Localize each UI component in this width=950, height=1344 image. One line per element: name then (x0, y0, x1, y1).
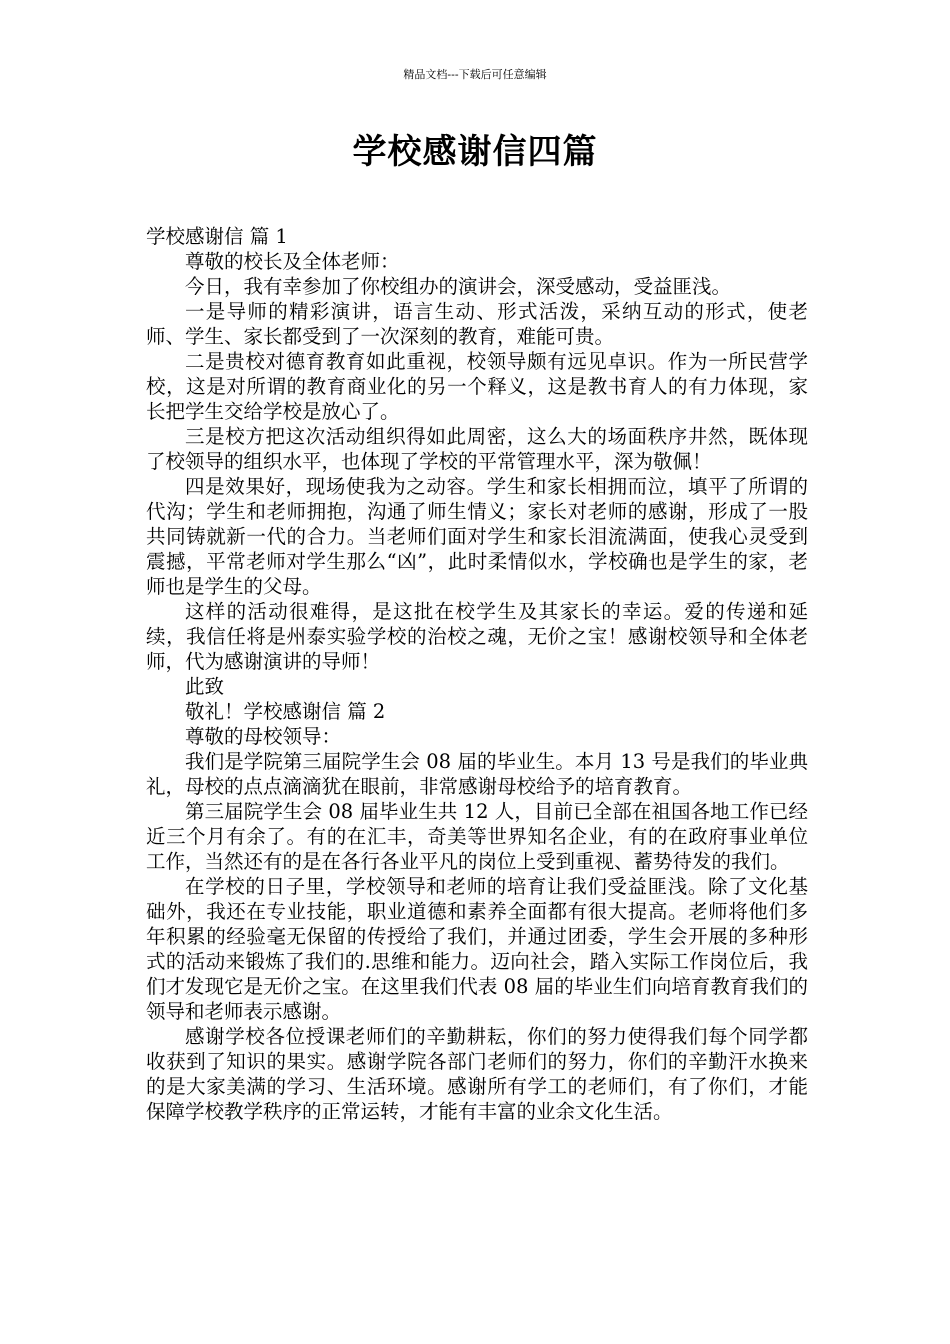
paragraph: 尊敬的母校领导： (185, 725, 342, 748)
paragraph: 在学校的日子里，学校领导和老师的培育让我们受益匪浅。除了文化基础外，我还在专业技能，职业道德和素养全面都有很大提高。老师将他们多年积累的经验毫无保留的传授给了我们，并通过团委，学生会开展的多种形式的活动来锻炼了我们的.思维和能力。迈向社会，踏入实际工作岗位后，我们才发现它是无价之宝。在这里我们代表 08 届的毕业生们向培育教育我们的领导和老师表示感谢。 (146, 875, 808, 1023)
paragraph: 一是导师的精彩演讲，语言生动、形式活泼，采纳互动的形式，使老师、学生、家长都受到了一次深刻的教育，难能可贵。 (146, 300, 808, 348)
paragraph: 尊敬的校长及全体老师： (185, 250, 400, 273)
paragraph: 第三届院学生会 08 届毕业生共 12 人，目前已全部在祖国各地工作已经近三个月有余了。有的在汇丰，奇美等世界知名企业，有的在政府事业单位工作，当然还有的是在各行各业平凡的岗位上受到重视、蓄势待发的我们。 (146, 800, 808, 873)
paragraph: 三是校方把这次活动组织得如此周密，这么大的场面秩序井然，既体现了校领导的组织水平，也体现了学校的平常管理水平，深为敬佩！ (146, 425, 808, 473)
paragraph: 四是效果好，现场使我为之动容。学生和家长相拥而泣，填平了所谓的代沟；学生和老师拥抱，沟通了师生情义；家长对老师的感谢，形成了一股共同铸就新一代的合力。当老师们面对学生和家长泪流满面，使我心灵受到震撼，平常老师对学生那么“凶”，此时柔情似水，学校确也是学生的家，老师也是学生的父母。 (146, 475, 808, 598)
paragraph: 敬礼！学校感谢信 篇 2 (185, 700, 386, 723)
header-note: 精品文档---下载后可任意编辑 (403, 68, 547, 81)
paragraph: 这样的活动很难得，是这批在校学生及其家长的幸运。爱的传递和延续，我信任将是州泰实验学校的治校之魂，无价之宝！感谢校领导和全体老师，代为感谢演讲的导师！ (146, 600, 808, 673)
paragraph: 今日，我有幸参加了你校组办的演讲会，深受感动，受益匪浅。 (185, 275, 732, 298)
paragraph: 二是贵校对德育教育如此重视，校领导颇有远见卓识。作为一所民营学校，这是对所谓的教育商业化的另一个释义，这是教书育人的有力体现，家长把学生交给学校是放心了。 (146, 350, 808, 423)
paragraph: 感谢学校各位授课老师们的辛勤耕耘，你们的努力使得我们每个同学都收获到了知识的果实。感谢学院各部门老师们的努力，你们的辛勤汗水换来的是大家美满的学习、生活环境。感谢所有学工的老师们，有了你们，才能保障学校教学秩序的正常运转，才能有丰富的业余文化生活。 (146, 1025, 808, 1123)
paragraph: 我们是学院第三届院学生会 08 届的毕业生。本月 13 号是我们的毕业典礼，母校的点点滴滴犹在眼前，非常感谢母校给予的培育教育。 (146, 750, 808, 798)
document-title: 学校感谢信四篇 (352, 132, 598, 172)
paragraph: 此致 (185, 675, 225, 698)
section-heading: 学校感谢信 篇 1 (146, 225, 288, 248)
document-body (146, 224, 808, 1124)
